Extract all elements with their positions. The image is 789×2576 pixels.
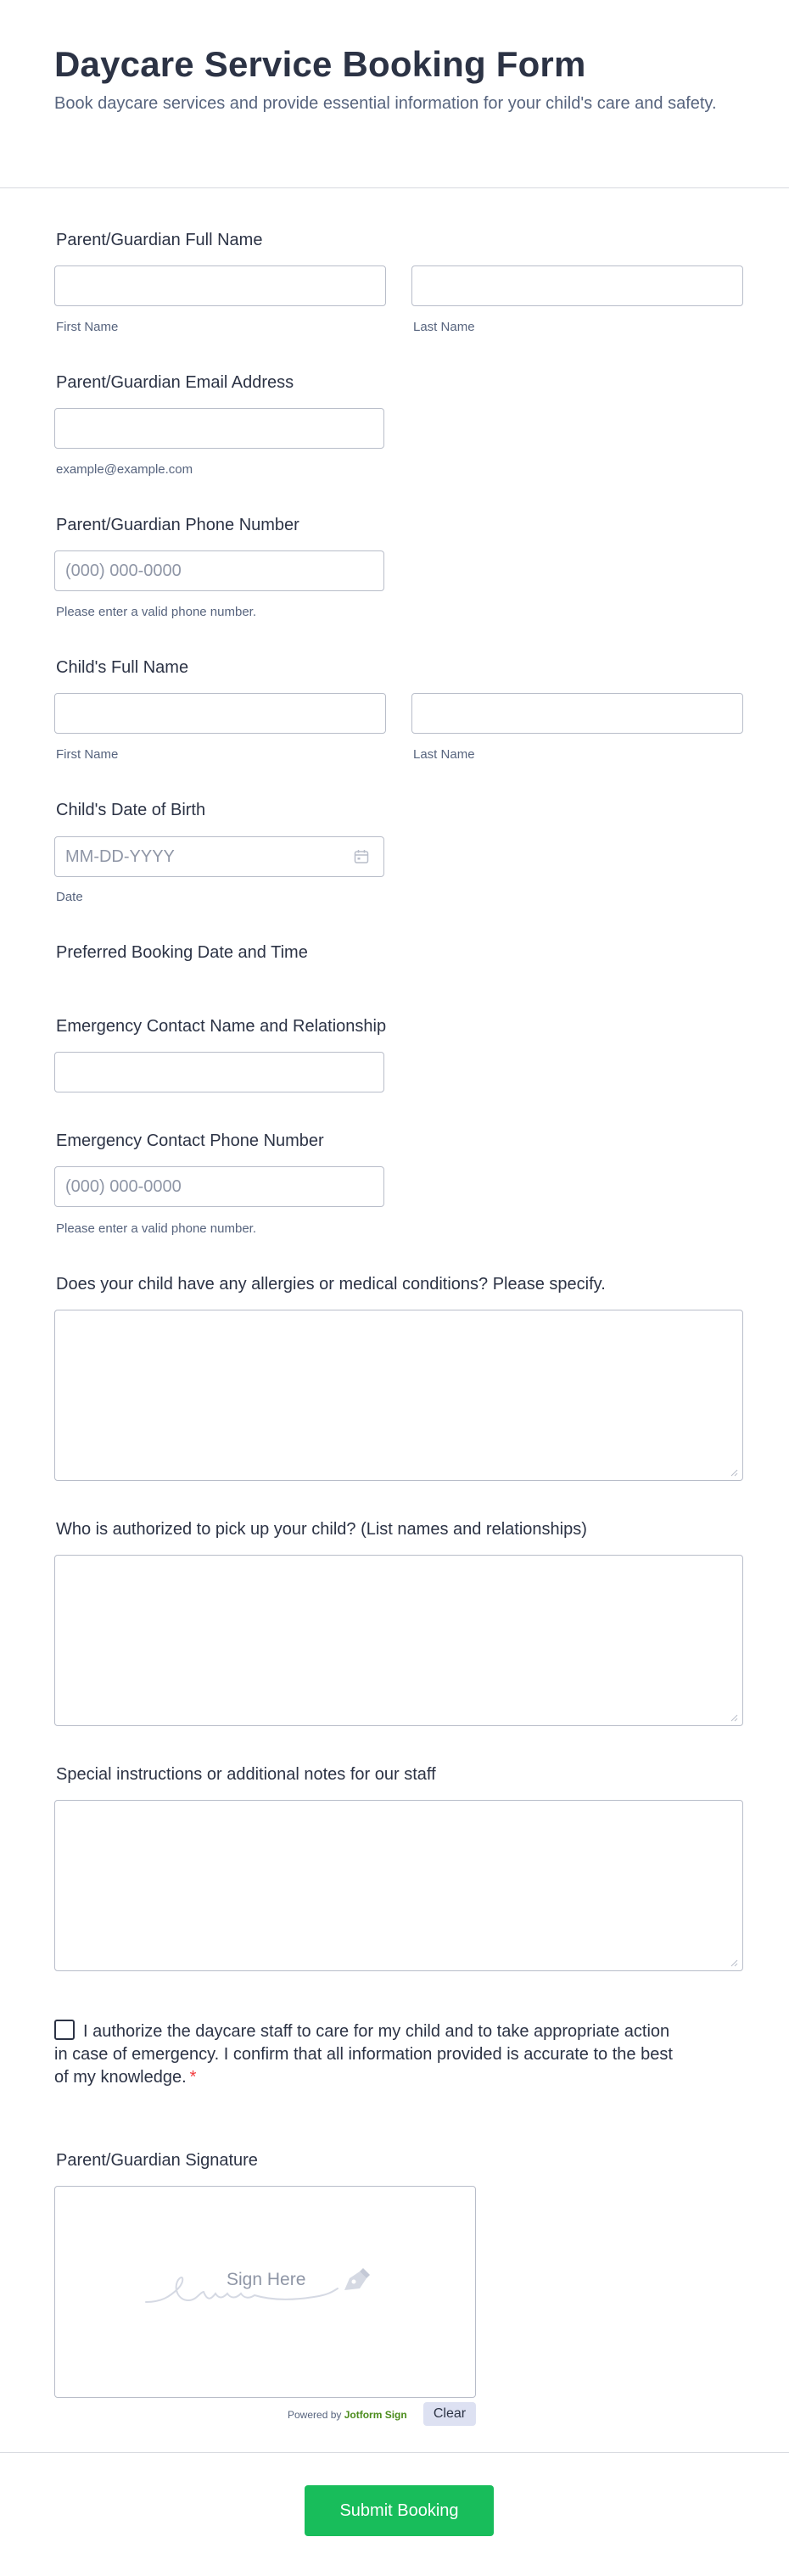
child-dob-input[interactable] xyxy=(54,836,384,877)
parent-last-name-input[interactable] xyxy=(411,265,743,306)
emergency-name-input[interactable] xyxy=(54,1052,384,1092)
emergency-phone-label: Emergency Contact Phone Number xyxy=(56,1132,324,1150)
clear-signature-button[interactable]: Clear xyxy=(423,2402,476,2426)
footer-divider xyxy=(0,2452,789,2453)
parent-email-input[interactable] xyxy=(54,408,384,449)
powered-by xyxy=(288,2409,407,2421)
resize-grip-icon[interactable] xyxy=(730,1959,738,1967)
child-first-name-sublabel: First Name xyxy=(56,747,119,762)
signature-placeholder: Sign Here xyxy=(227,2270,306,2289)
pen-nib-icon xyxy=(344,2268,370,2290)
resize-grip-icon[interactable] xyxy=(730,1468,738,1477)
signature-pad[interactable] xyxy=(54,2186,476,2398)
child-first-name-input[interactable] xyxy=(54,693,386,734)
signature-label: Parent/Guardian Signature xyxy=(56,2151,258,2170)
form-title: Daycare Service Booking Form xyxy=(54,44,586,84)
consent-text: I authorize the daycare staff to care for my child and to take appropriate action in case of emergency. I confirm that all information provided is accurate to the best of my knowledge. xyxy=(54,2022,673,2087)
emergency-name-label: Emergency Contact Name and Relationship xyxy=(56,1017,387,1036)
required-mark: * xyxy=(189,2068,197,2087)
booking-label: Preferred Booking Date and Time xyxy=(56,943,308,962)
allergies-textarea[interactable] xyxy=(54,1310,743,1481)
parent-name-label: Parent/Guardian Full Name xyxy=(56,231,263,249)
parent-first-name-input[interactable] xyxy=(54,265,386,306)
consent-field xyxy=(54,2020,682,2089)
child-dob-label: Child's Date of Birth xyxy=(56,801,206,819)
allergies-label: Does your child have any allergies or medical conditions? Please specify. xyxy=(56,1275,606,1294)
parent-phone-sublabel: Please enter a valid phone number. xyxy=(56,605,256,619)
form-header xyxy=(0,0,789,188)
child-name-label: Child's Full Name xyxy=(56,658,189,677)
parent-phone-label: Parent/Guardian Phone Number xyxy=(56,516,299,534)
resize-grip-icon[interactable] xyxy=(730,1713,738,1722)
child-last-name-input[interactable] xyxy=(411,693,743,734)
parent-first-name-sublabel: First Name xyxy=(56,320,119,334)
notes-textarea[interactable] xyxy=(54,1800,743,1971)
powered-by-text: Powered by xyxy=(288,2409,342,2421)
child-dob-sublabel: Date xyxy=(56,890,83,904)
form-subtitle: Book daycare services and provide essential information for your child's care and safety. xyxy=(54,94,717,113)
submit-button[interactable]: Submit Booking xyxy=(305,2485,494,2536)
parent-last-name-sublabel: Last Name xyxy=(413,320,475,334)
emergency-phone-input[interactable] xyxy=(54,1166,384,1207)
consent-checkbox[interactable] xyxy=(54,2020,75,2040)
jotform-sign-link[interactable]: Jotform Sign xyxy=(344,2409,407,2421)
pickup-label: Who is authorized to pick up your child? (List names and relationships) xyxy=(56,1520,587,1539)
notes-label: Special instructions or additional notes for our staff xyxy=(56,1765,436,1784)
calendar-icon[interactable] xyxy=(354,849,369,864)
parent-email-sublabel: example@example.com xyxy=(56,462,193,477)
parent-phone-input[interactable] xyxy=(54,550,384,591)
pickup-textarea[interactable] xyxy=(54,1555,743,1726)
child-last-name-sublabel: Last Name xyxy=(413,747,475,762)
parent-email-label: Parent/Guardian Email Address xyxy=(56,373,294,392)
emergency-phone-sublabel: Please enter a valid phone number. xyxy=(56,1221,256,1236)
